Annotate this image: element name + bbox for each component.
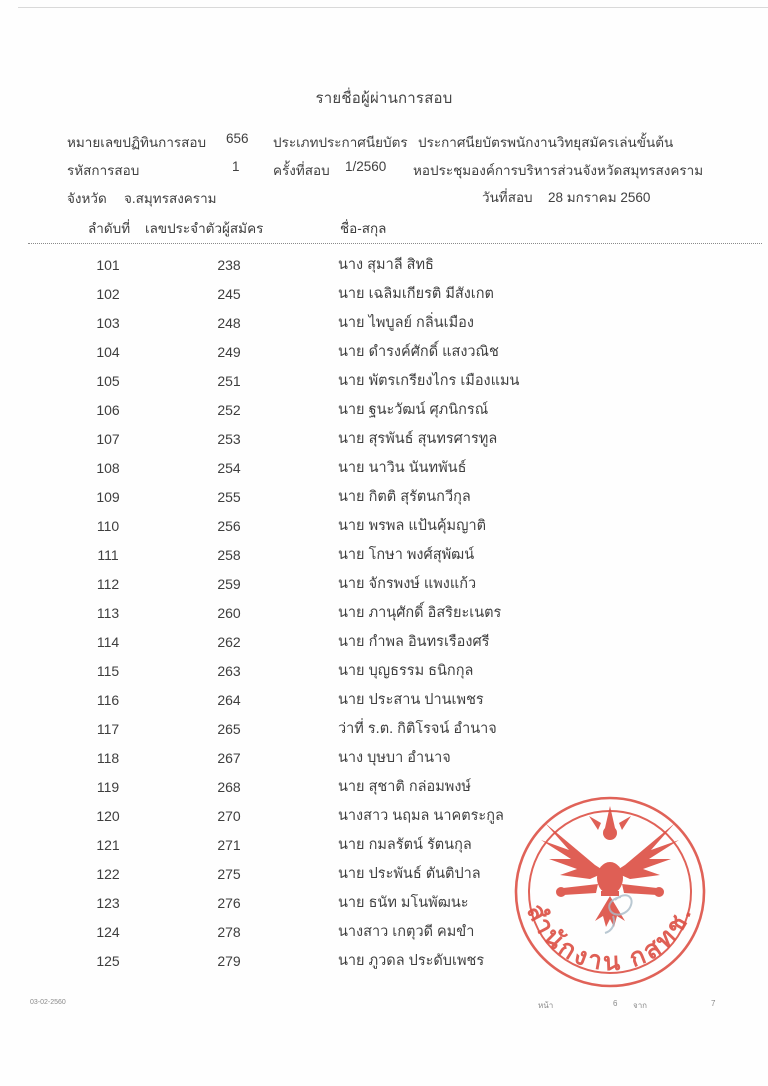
row-seq: 104 (96, 344, 120, 360)
row-name: นาย เฉลิมเกียรติ มีสังเกต (338, 286, 494, 302)
column-header-id: เลขประจำตัวผู้สมัคร (145, 221, 264, 236)
province-value: จ.สมุทรสงคราม (124, 191, 217, 206)
column-header-name: ชื่อ-สกุล (340, 221, 387, 236)
row-applicant-id: 259 (217, 576, 241, 592)
table-row (0, 396, 768, 425)
row-seq: 118 (96, 750, 120, 766)
row-applicant-id: 264 (217, 692, 241, 708)
row-applicant-id: 251 (217, 373, 241, 389)
row-applicant-id: 248 (217, 315, 241, 331)
exam-date-value: 28 มกราคม 2560 (548, 190, 651, 205)
row-applicant-id: 260 (217, 605, 241, 621)
row-name: นาย พรพล แป้นคุ้มญาติ (338, 518, 487, 534)
row-seq: 108 (96, 460, 120, 476)
row-seq: 119 (96, 779, 120, 795)
row-name: ว่าที่ ร.ต. กิติโรจน์ อำนาจ (338, 721, 497, 737)
table-row (0, 454, 768, 483)
row-name: นาย ประสาน ปานเพชร (338, 692, 484, 708)
footer-doc-date: 03-02-2560 (30, 999, 66, 1006)
row-name: นาย ไพบูลย์ กลิ่นเมือง (338, 315, 474, 331)
page-title: รายชื่อผู้ผ่านการสอบ (315, 90, 453, 107)
column-header-seq: ลำดับที่ (88, 221, 131, 236)
province-label: จังหวัด (67, 191, 107, 206)
row-applicant-id: 265 (217, 721, 241, 737)
row-name: นางสาว นฤมล นาคตระกูล (338, 808, 504, 824)
table-row (0, 512, 768, 541)
row-applicant-id: 270 (217, 808, 241, 824)
table-row (0, 715, 768, 744)
exam-code-value: 1 (232, 159, 240, 174)
cert-type-label: ประเภทประกาศนียบัตร (273, 135, 408, 150)
row-name: นาย นาวิน นันทพันธ์ (338, 460, 467, 476)
table-row (0, 628, 768, 657)
row-applicant-id: 263 (217, 663, 241, 679)
row-name: นาย ธนัท มโนพัฒนะ (338, 895, 469, 911)
table-row (0, 744, 768, 773)
stamp-text-curved: สำนักงาน กสทช. (521, 899, 698, 977)
row-name: นาย โกษา พงศ์สุพัฒน์ (338, 547, 475, 563)
official-stamp (505, 788, 717, 1000)
row-seq: 106 (96, 402, 120, 418)
row-applicant-id: 245 (217, 286, 241, 302)
row-applicant-id: 253 (217, 431, 241, 447)
row-seq: 125 (96, 953, 120, 969)
row-applicant-id: 258 (217, 547, 241, 563)
table-row (0, 541, 768, 570)
row-seq: 123 (96, 895, 120, 911)
row-seq: 117 (96, 721, 120, 737)
row-applicant-id: 278 (217, 924, 241, 940)
row-applicant-id: 238 (217, 257, 241, 273)
row-name: นาย ฐนะวัฒน์ ศุภนิกรณ์ (338, 402, 489, 418)
row-name: นาง สุมาลี สิทธิ (338, 257, 434, 273)
row-name: นาย กำพล อินทรเรืองศรี (338, 634, 490, 650)
table-row (0, 338, 768, 367)
row-seq: 113 (96, 605, 120, 621)
row-seq: 110 (96, 518, 120, 534)
table-row (0, 309, 768, 338)
row-seq: 116 (96, 692, 120, 708)
row-name: นาย ภานุศักดิ์ อิสริยะเนตร (338, 605, 502, 621)
row-name: นาย จักรพงษ์ แพงแก้ว (338, 576, 477, 592)
row-seq: 124 (96, 924, 120, 940)
row-seq: 121 (96, 837, 120, 853)
table-row (0, 599, 768, 628)
calendar-no-label: หมายเลขปฏิทินการสอบ (67, 135, 207, 150)
table-row (0, 686, 768, 715)
session-value: 1/2560 (345, 159, 387, 174)
table-row (0, 251, 768, 280)
table-row (0, 657, 768, 686)
footer-of-label: จาก (633, 1001, 648, 1010)
row-applicant-id: 268 (217, 779, 241, 795)
table-row (0, 425, 768, 454)
row-name: นาย สุรพันธ์ สุนทรศารทูล (338, 431, 498, 447)
row-seq: 111 (97, 547, 119, 563)
scan-artifact-line (18, 7, 768, 8)
row-name: นาย ประพันธ์ ตันติปาล (338, 866, 481, 882)
exam-code-label: รหัสการสอบ (67, 163, 140, 178)
venue-text: หอประชุมองค์การบริหารส่วนจังหวัดสมุทรสงคราม (413, 163, 704, 178)
table-row (0, 367, 768, 396)
row-name: นาย บุญธรรม ธนิกกุล (338, 663, 474, 679)
row-seq: 120 (96, 808, 120, 824)
header-separator-line (28, 243, 762, 244)
row-seq: 102 (96, 286, 120, 302)
table-row (0, 483, 768, 512)
row-name: นาย ภูวดล ประดับเพชร (338, 953, 485, 969)
row-applicant-id: 254 (217, 460, 241, 476)
row-applicant-id: 276 (217, 895, 241, 911)
row-applicant-id: 271 (217, 837, 241, 853)
row-applicant-id: 262 (217, 634, 241, 650)
row-name: นาง บุษบา อำนาจ (338, 750, 451, 766)
row-name: นาย สุชาติ กล่อมพงษ์ (338, 779, 471, 795)
cert-type-value: ประกาศนียบัตรพนักงานวิทยุสมัครเล่นขั้นต้น (418, 135, 674, 150)
row-seq: 107 (96, 431, 120, 447)
footer-total-pages: 7 (711, 999, 716, 1008)
row-applicant-id: 275 (217, 866, 241, 882)
row-seq: 112 (96, 576, 120, 592)
row-applicant-id: 252 (217, 402, 241, 418)
row-name: นาย พัตรเกรียงไกร เมืองแมน (338, 373, 520, 389)
footer-page-number: 6 (613, 999, 618, 1008)
row-seq: 115 (96, 663, 120, 679)
row-seq: 122 (96, 866, 120, 882)
row-applicant-id: 279 (217, 953, 241, 969)
row-applicant-id: 256 (217, 518, 241, 534)
table-row (0, 280, 768, 309)
table-row (0, 570, 768, 599)
row-name: นาย ดำรงค์ศักดิ์ แสงวณิช (338, 344, 499, 360)
row-seq: 101 (96, 257, 120, 273)
row-seq: 114 (96, 634, 120, 650)
row-seq: 105 (96, 373, 120, 389)
session-label: ครั้งที่สอบ (273, 163, 330, 178)
exam-date-label: วันที่สอบ (482, 190, 533, 205)
row-name: นาย กมลรัตน์ รัตนกุล (338, 837, 472, 853)
row-applicant-id: 249 (217, 344, 241, 360)
row-applicant-id: 255 (217, 489, 241, 505)
calendar-no-value: 656 (226, 131, 249, 146)
row-applicant-id: 267 (217, 750, 241, 766)
row-name: นาย กิตติ สุรัตนกวีกุล (338, 489, 471, 505)
row-seq: 103 (96, 315, 120, 331)
row-name: นางสาว เกตุวดี คมขำ (338, 924, 475, 940)
footer-page-label: หน้า (538, 1001, 554, 1010)
row-seq: 109 (96, 489, 120, 505)
